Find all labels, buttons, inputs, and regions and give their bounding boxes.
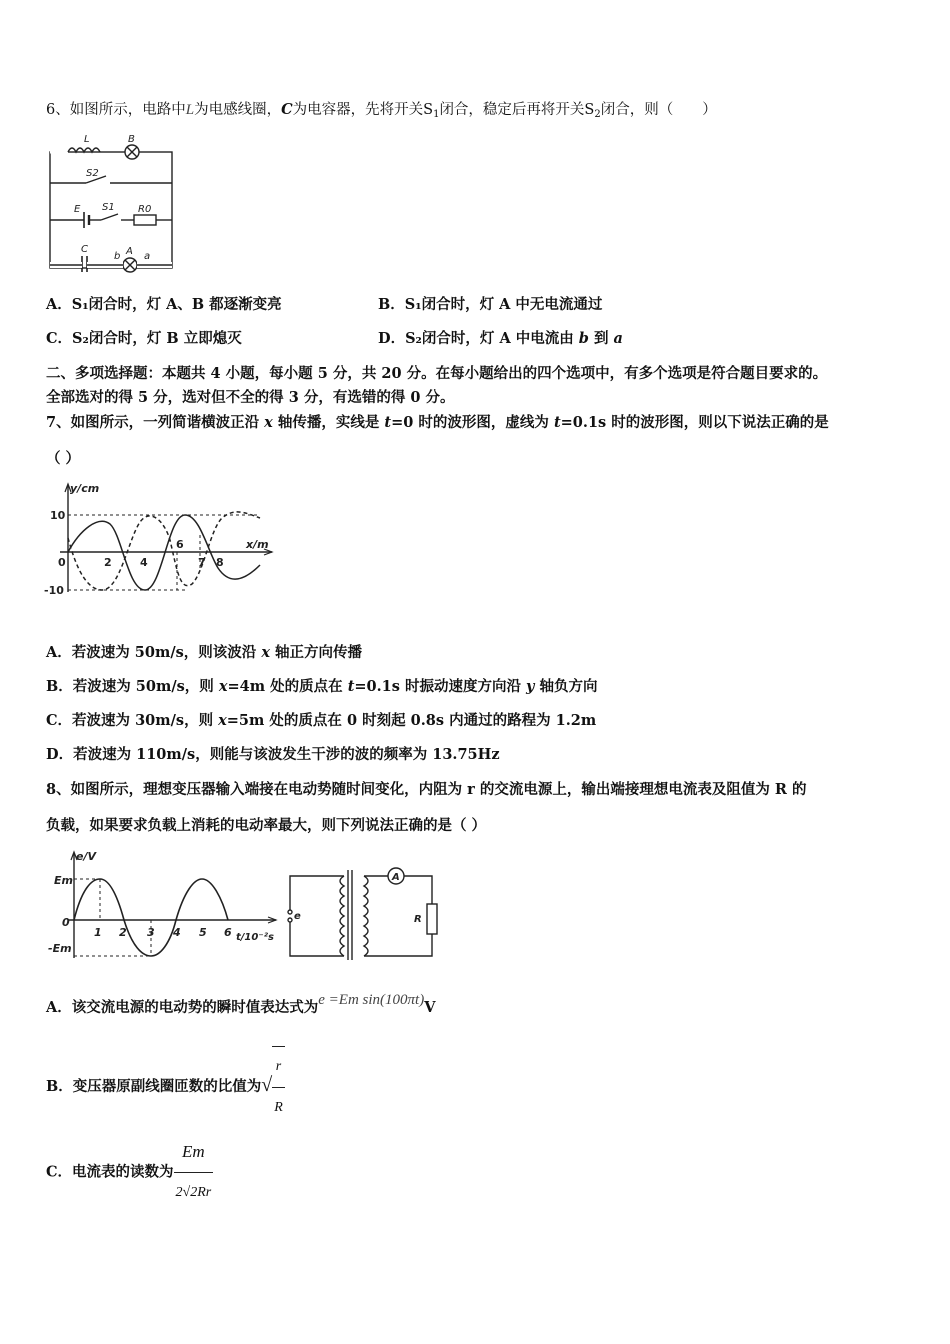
em-label: Em bbox=[54, 874, 73, 887]
q7-stem-paren: （ ） bbox=[46, 450, 81, 467]
x-tick-2: 2 bbox=[104, 556, 112, 569]
x-label: x/m bbox=[246, 538, 269, 551]
current-reading-fraction: $\frac{Em}{2√2Rr}$ bbox=[174, 1132, 214, 1213]
q7-option-b[interactable]: B．若波速为 50m/s，则 x=4m 处的质点在 t=0.1s 时振动速度方向沿 y 轴负方向 bbox=[46, 678, 598, 695]
primary-coil bbox=[340, 876, 344, 956]
label-s1: S1 bbox=[102, 202, 115, 213]
label-b: B bbox=[128, 134, 135, 145]
q7-option-d[interactable]: D．若波速为 110m/s，则能与该波发生干涉的波的频率为 13.75Hz bbox=[46, 746, 500, 763]
q7-option-a[interactable]: A．若波速为 50m/s，则该波沿 x 轴正方向传播 bbox=[46, 644, 363, 661]
sqrt-sign: √ bbox=[261, 1074, 273, 1096]
label-r0: R0 bbox=[138, 204, 152, 215]
turns-ratio-fraction: $\frac{r}{R}$ bbox=[272, 1046, 285, 1128]
q8-emf-graph bbox=[46, 848, 286, 963]
neg-em-label: -Em bbox=[48, 942, 72, 955]
t-tick-2: 2 bbox=[119, 926, 127, 939]
label-c: C bbox=[81, 244, 88, 255]
y-tick-10: 10 bbox=[50, 509, 66, 522]
section2-line1: 二、多项选择题：本题共 4 小题，每小题 5 分，共 20 分。在每小题给出的四个选项中，有多个选项是符合题目要求的。 bbox=[46, 365, 828, 382]
label-small-a: a bbox=[144, 251, 151, 262]
source-label: e bbox=[294, 911, 301, 922]
t-axis-label: t/10⁻²s bbox=[236, 932, 274, 943]
q8-transformer-diagram bbox=[284, 864, 439, 964]
q6-circuit-diagram bbox=[46, 128, 181, 273]
q7-stem: 7、如图所示，一列简谐横波正沿 x 轴传播，实线是 t=0 时的波形图，虚线为 t=0.1s 时的波形图，则以下说法正确的是 bbox=[46, 414, 829, 431]
t-tick-4: 4 bbox=[173, 926, 181, 939]
x-tick-6: 6 bbox=[176, 538, 184, 551]
q8-option-b[interactable]: B．变压器原副线圈匝数的比值为√ $\frac{r}{R}$ bbox=[46, 1046, 285, 1128]
q8-option-a[interactable]: A．该交流电源的电动势的瞬时值表达式为e =Em sin(100πt)V bbox=[46, 992, 436, 1016]
x-tick-4: 4 bbox=[140, 556, 148, 569]
secondary-coil bbox=[364, 876, 368, 956]
q6-stem: 6、如图所示，电路中L为电感线圈，C为电容器，先将开关$S_1$闭合，稳定后再将开关$S_2$闭合，则（ ） bbox=[46, 101, 717, 120]
origin-label: 0 bbox=[62, 916, 70, 929]
y-tick-neg10: -10 bbox=[44, 584, 64, 597]
emf-formula: e =Em sin(100πt) bbox=[318, 992, 425, 1008]
y-tick-0: 0 bbox=[58, 556, 66, 569]
t-tick-1: 1 bbox=[94, 926, 102, 939]
ammeter-label: A bbox=[392, 872, 400, 883]
label-l: L bbox=[84, 134, 90, 145]
x-tick-7: 7 bbox=[198, 556, 206, 569]
y-label: y/cm bbox=[70, 482, 100, 495]
q6-option-b[interactable]: B．S₁闭合时，灯 A 中无电流通过 bbox=[378, 296, 603, 313]
resistor-icon bbox=[427, 904, 437, 934]
q6-option-c[interactable]: C．S₂闭合时，灯 B 立即熄灭 bbox=[46, 330, 242, 347]
label-a: A bbox=[126, 246, 133, 257]
resistor-r0 bbox=[134, 215, 156, 225]
t-tick-6: 6 bbox=[224, 926, 232, 939]
x-tick-8: 8 bbox=[216, 556, 224, 569]
t-tick-5: 5 bbox=[199, 926, 207, 939]
label-e: E bbox=[74, 204, 81, 215]
emf-y-label: e/V bbox=[76, 850, 96, 863]
label-small-b: b bbox=[114, 251, 121, 262]
section2-line2: 全部选对的得 5 分，选对但不全的得 3 分，有选错的得 0 分。 bbox=[46, 389, 455, 406]
q8-option-c[interactable]: C．电流表的读数为 $\frac{Em}{2√2Rr}$ bbox=[46, 1132, 213, 1213]
t-tick-3: 3 bbox=[147, 926, 155, 939]
resistor-label: R bbox=[414, 914, 422, 925]
q8-stem-line2: 负载，如果要求负载上消耗的电动率最大，则下列说法正确的是（ ） bbox=[46, 817, 487, 834]
label-s2: S2 bbox=[86, 168, 99, 179]
q7-wave-graph bbox=[40, 480, 280, 610]
q8-stem-line1: 8、如图所示，理想变压器输入端接在电动势随时间变化，内阻为 r 的交流电源上，输出端接理想电流表及阻值为 R 的 bbox=[46, 781, 807, 798]
q6-option-d[interactable]: D．S₂闭合时，灯 A 中电流由 b 到 a bbox=[378, 330, 623, 347]
q6-option-a[interactable]: A．S₁闭合时，灯 A、B 都逐渐变亮 bbox=[46, 296, 282, 313]
q7-option-c[interactable]: C．若波速为 30m/s，则 x=5m 处的质点在 0 时刻起 0.8s 内通过的路程为 1.2m bbox=[46, 712, 597, 729]
